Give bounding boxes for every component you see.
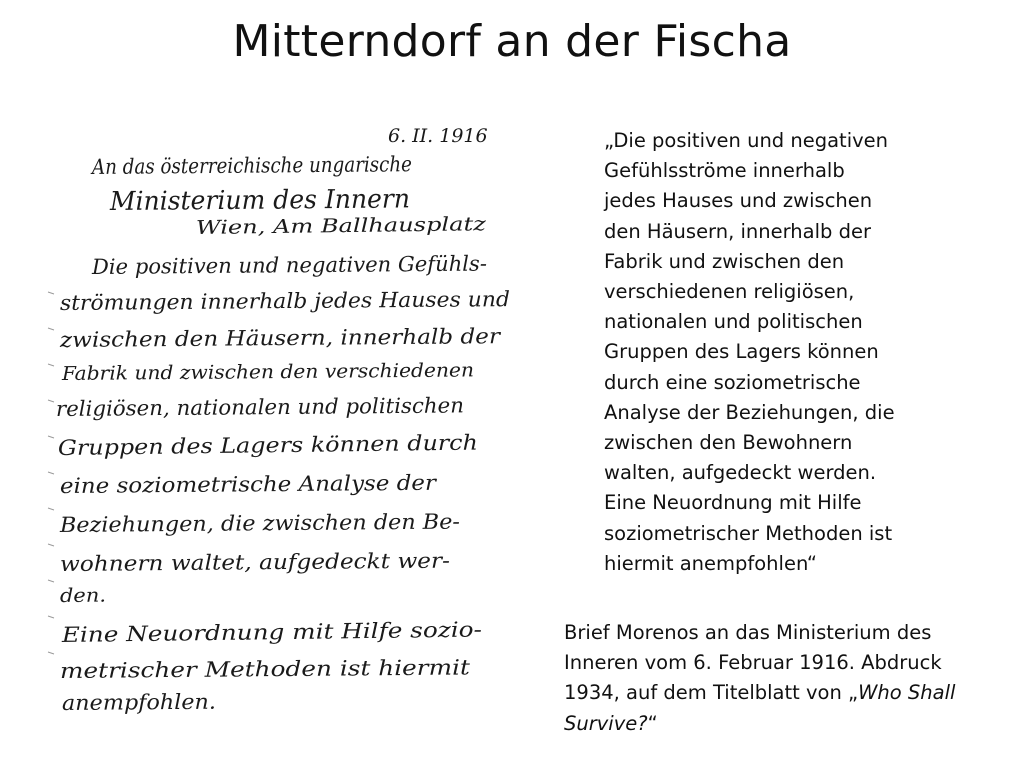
letter-handwritten-line: den. bbox=[59, 584, 102, 607]
quote-line: den Häusern, innerhalb der bbox=[604, 219, 871, 243]
caption-text: “ bbox=[647, 711, 658, 735]
letter-handwritten-line: Beziehungen, die zwischen den Be- bbox=[59, 509, 437, 537]
caption-line bbox=[564, 678, 1014, 708]
handwritten-letter-drawing bbox=[46, 112, 546, 716]
scan-edge-mark bbox=[48, 292, 54, 294]
scan-edge-mark bbox=[48, 508, 54, 510]
quote-line: Fabrik und zwischen den bbox=[604, 249, 845, 273]
quote-line: nationalen und politischen bbox=[604, 310, 863, 334]
quote-line: walten, aufgedeckt werden. bbox=[604, 461, 877, 485]
quote-line: „Die positiven und negativen bbox=[604, 129, 889, 152]
scan-edge-mark bbox=[48, 328, 54, 330]
letter-handwritten-line: strömungen innerhalb jedes Hauses und bbox=[59, 287, 492, 315]
letter-handwritten-line: Fabrik und zwischen den verschiedenen bbox=[61, 359, 450, 385]
scan-edge-mark bbox=[48, 400, 54, 402]
slide-title: Mitterndorf an der Fischa bbox=[232, 16, 792, 67]
letter-handwritten-line: zwischen den Häusern, innerhalb der bbox=[59, 324, 461, 352]
letter-handwritten-line: Wien, Am Ballhausplatz bbox=[195, 214, 425, 239]
quote-line: Analyse der Beziehungen, die bbox=[604, 400, 895, 424]
quote-line: soziometrischer Methoden ist bbox=[604, 521, 893, 545]
caption-line: Brief Morenos an das Ministerium des bbox=[564, 621, 932, 644]
scan-edge-mark bbox=[48, 544, 54, 546]
letter-handwritten-line: Ministerium des Innern bbox=[109, 184, 422, 217]
letter-handwritten-line: Gruppen des Lagers können durch bbox=[57, 431, 429, 460]
letter-handwritten-line: anempfohlen. bbox=[61, 689, 208, 715]
letter-handwritten-line: wohnern waltet, aufgedeckt wer- bbox=[59, 548, 413, 576]
letter-handwritten-line: Die positiven und negativen Gefühls- bbox=[91, 251, 486, 279]
scan-edge-mark bbox=[48, 364, 54, 366]
book-title-text: Survive? bbox=[564, 711, 648, 735]
quote-line: verschiedenen religiösen, bbox=[604, 280, 855, 304]
quote-line: zwischen den Bewohnern bbox=[604, 431, 853, 455]
book-title-text: Who Shall bbox=[858, 681, 956, 705]
caption-line: Inneren vom 6. Februar 1916. Abdruck bbox=[564, 651, 942, 675]
caption-text: 1934, auf dem Titelblatt von „ bbox=[564, 681, 859, 705]
letter-handwritten-line: metrischer Methoden ist hiermit bbox=[59, 655, 408, 683]
letter-handwritten-line: eine soziometrische Analyse der bbox=[59, 470, 404, 498]
caption-line bbox=[564, 709, 1014, 739]
scan-edge-mark bbox=[48, 616, 54, 618]
letter-handwritten-line: Eine Neuordnung mit Hilfe sozio- bbox=[61, 618, 420, 647]
scan-edge-mark bbox=[48, 472, 54, 474]
quote-line: Eine Neuordnung mit Hilfe bbox=[604, 491, 862, 515]
letter-handwritten-line: An das österreichische ungarische bbox=[91, 151, 460, 179]
quote-line: durch eine soziometrische bbox=[604, 370, 861, 394]
scan-edge-mark bbox=[48, 652, 54, 654]
quote-line: Gefühlsströme innerhalb bbox=[604, 159, 845, 183]
quote-line: Gruppen des Lagers können bbox=[604, 340, 879, 364]
quote-line: jedes Hauses und zwischen bbox=[604, 189, 873, 213]
letter-handwritten-line: religiösen, nationalen und politischen bbox=[55, 393, 458, 421]
handwritten-letter-image bbox=[46, 112, 546, 716]
scan-edge-mark bbox=[48, 580, 54, 582]
letter-date: 6. II. 1916 bbox=[388, 125, 488, 147]
quote-line: hiermit anempfohlen“ bbox=[604, 551, 817, 575]
letter-caption bbox=[564, 618, 1014, 739]
letter-ink bbox=[48, 125, 510, 715]
scan-edge-mark bbox=[48, 436, 54, 438]
quote-text bbox=[604, 126, 1014, 579]
